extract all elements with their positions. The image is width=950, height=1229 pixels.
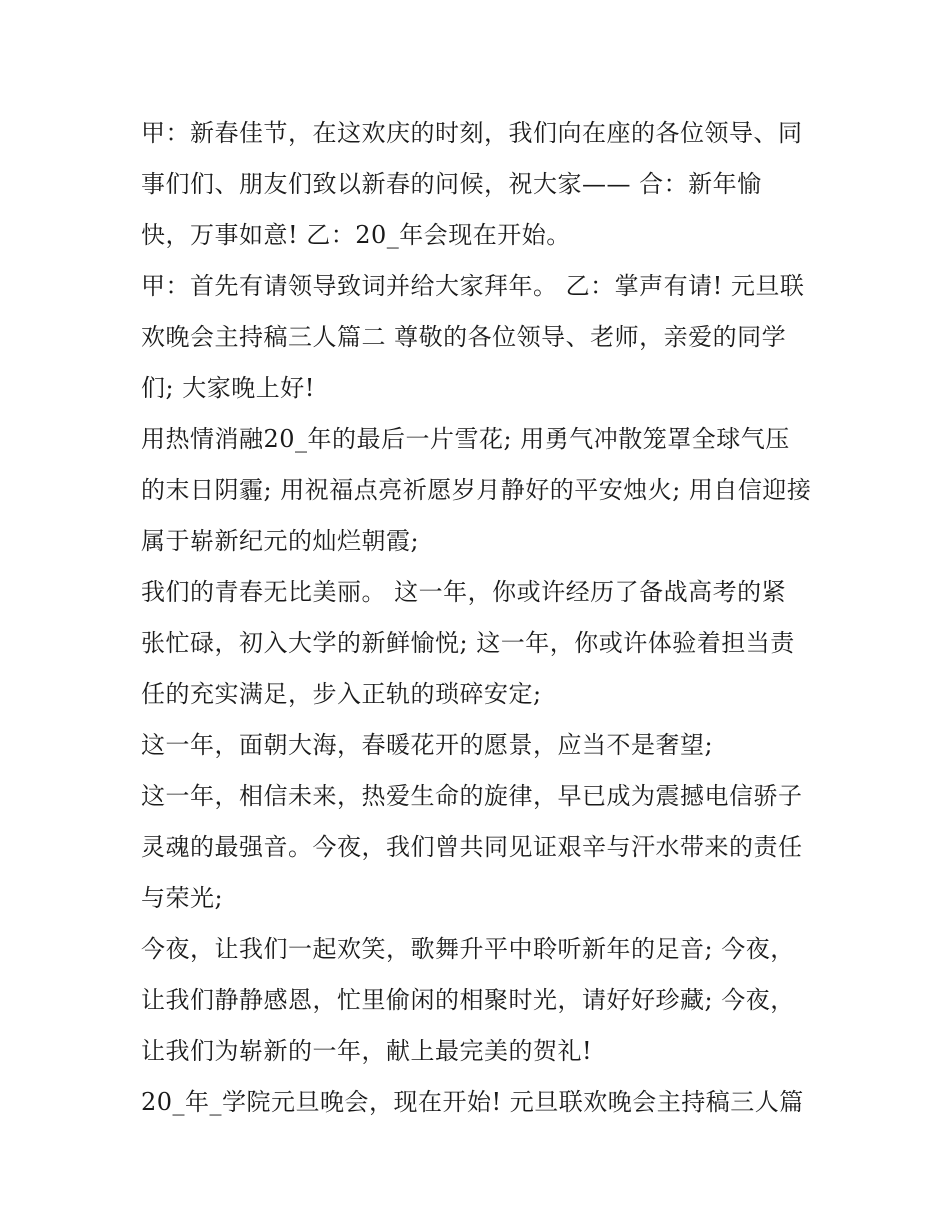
text-line: 这一年，面朝大海，春暖花开的愿景，应当不是奢望;: [141, 731, 714, 759]
text-line: 20_年_学院元旦晚会，现在开始! 元旦联欢晚会主持稿三人篇: [141, 1088, 804, 1116]
text-line: 甲：首先有请领导致词并给大家拜年。 乙：掌声有请! 元旦联: [141, 272, 805, 300]
text-line: 事们们、朋友们致以新春的问候，祝大家—— 合：新年愉: [141, 170, 762, 198]
text-line: 的末日阴霾; 用祝福点亮祈愿岁月静好的平安烛火; 用自信迎接: [141, 476, 812, 504]
text-line: 这一年，相信未来，热爱生命的旋律，早已成为震撼电信骄子: [141, 782, 803, 810]
text-line: 我们的青春无比美丽。 这一年，你或许经历了备战高考的紧: [141, 578, 787, 606]
text-line: 甲：新春佳节，在这欢庆的时刻，我们向在座的各位领导、同: [141, 119, 803, 147]
document-body: [141, 108, 831, 1128]
text-line: 属于崭新纪元的灿烂朝霞;: [141, 527, 420, 555]
text-line: 任的充实满足，步入正轨的琐碎安定;: [141, 680, 542, 708]
text-line: 与荣光;: [141, 884, 224, 912]
text-line: 让我们静静感恩，忙里偷闲的相聚时光，请好好珍藏; 今夜，: [141, 986, 795, 1014]
text-line: 张忙碌，初入大学的新鲜愉悦; 这一年，你或许体验着担当责: [141, 629, 795, 657]
text-line: 欢晚会主持稿三人篇二 尊敬的各位领导、老师，亲爱的同学: [141, 323, 787, 351]
text-line: 灵魂的最强音。今夜，我们曾共同见证艰辛与汗水带来的责任: [141, 833, 803, 861]
text-line: 让我们为崭新的一年，献上最完美的贺礼!: [141, 1037, 593, 1065]
text-line: 用热情消融20_年的最后一片雪花; 用勇气冲散笼罩全球气压: [141, 425, 790, 453]
text-line: 快，万事如意! 乙：20_年会现在开始。: [141, 221, 571, 249]
text-line: 们; 大家晚上好!: [141, 374, 315, 402]
text-line: 今夜，让我们一起欢笑，歌舞升平中聆听新年的足音; 今夜，: [141, 935, 795, 963]
